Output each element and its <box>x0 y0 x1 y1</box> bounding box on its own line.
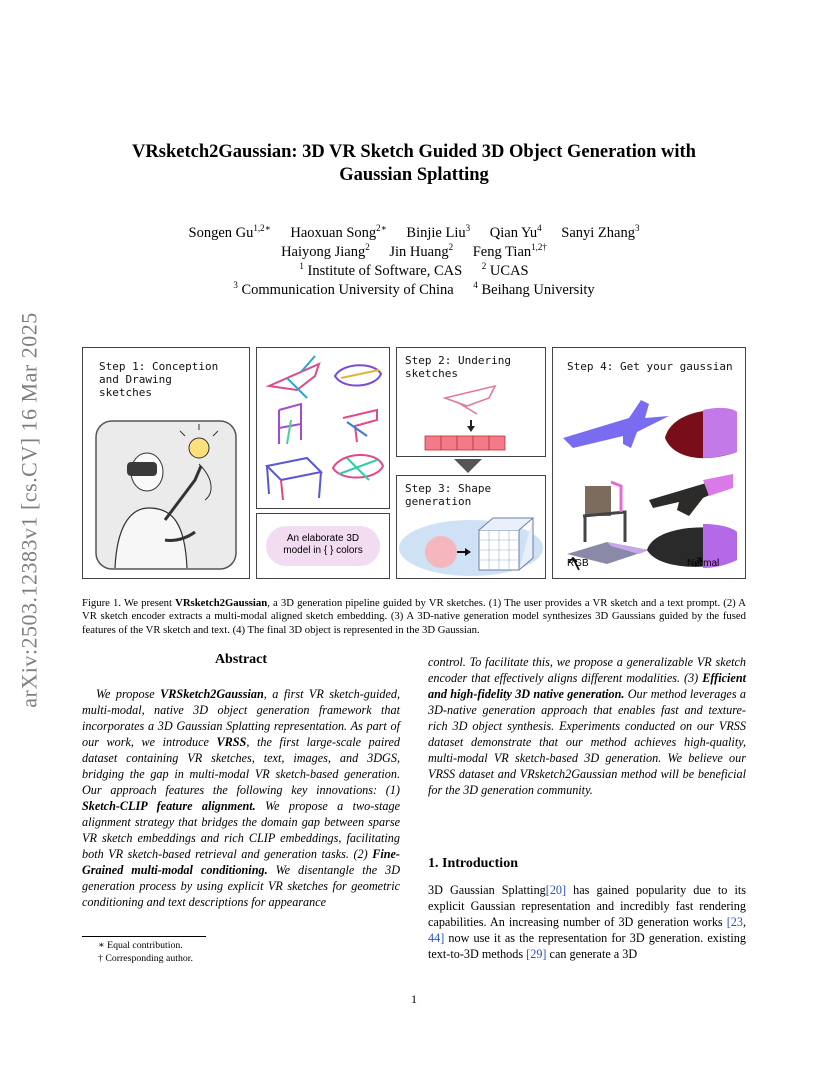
section-heading-introduction: 1. Introduction <box>428 856 518 871</box>
footnotes <box>82 940 400 965</box>
citation-link[interactable]: [20] <box>545 883 567 897</box>
sketch-encoder-diagram <box>397 384 545 456</box>
affiliation: $^1$ Institute of Software, CAS <box>299 261 463 279</box>
teaser-figure <box>82 343 746 583</box>
author: Feng Tian$^{1,2\dagger}$ <box>472 242 547 260</box>
affiliation: $^4$ Beihang University <box>473 280 595 298</box>
affiliations-row-2 <box>100 276 728 300</box>
vr-sketches-panel <box>256 347 390 509</box>
author: Qian Yu$^4$ <box>489 223 542 241</box>
author: Haiyong Jiang$^2$ <box>281 242 370 260</box>
vr-user-drawing-illustration <box>95 420 237 570</box>
step1-panel: Step 1: Conception and Drawing sketches <box>82 347 250 579</box>
citation-link[interactable]: 44] <box>428 931 445 945</box>
affiliation: $^3$ Communication University of China <box>233 280 454 298</box>
abstract-heading: Abstract <box>214 652 268 667</box>
paper-title: VRsketch2Gaussian: 3D VR Sketch Guided 3D Object Generation with Gaussian Splatting <box>132 142 696 185</box>
abstract-body: We propose VRSketch2Gaussian, a first VR sketch-guided, multi-modal, native 3D object generation framework that incorporates a 3D Gaussian Splatting representation. As part of our work, we introduce VRSS, the first large-scale paired dataset containing VR sketches, text, images, and 3DGS, bridging the gap in multi-modal VR sketch-based generation. Our approach features the following key innovations: (1) Sketch-CLIP feature alignment. We propose a two-stage alignment strategy that bridges the domain gap between sparse VR sketch embeddings and rich CLIP embeddings, facilitating both VR sketch-based retrieval and generation tasks. (2) Fine-Grained multi-modal conditioning. We disentangle the 3D generation process by using explicit VR sketches for geometric conditioning and text descriptions for appearance <box>82 687 400 909</box>
figure-caption: Figure 1. We present VRsketch2Gaussian, a 3D generation pipeline guided by VR sketches. (1) The user provides a VR sketch and a text prompt. (2) A VR sketch encoder extracts a multi-modal aligned sketch embedding. (3) A 3D-native generation model synthesizes 3D Gaussians guided by the fused features of the VR sketch and text. (4) The final 3D object is represented in the 3D Gaussian. <box>82 597 746 636</box>
author: Sanyi Zhang$^3$ <box>561 223 640 241</box>
abstract-body-continued: control. To facilitate this, we propose a generalizable VR sketch encoder that effectively aligns different modalities. (3) Efficient and high-fidelity 3D native generation. Our method leverages a 3D-native generation approach that enables fast and texture-rich 3D object synthesis. Experiments conducted on our VRSS dataset demonstrate that our method achieves high-quality, multi-modal VR sketch-based 3D generation. We believe our VRSS dataset and VRsketch2Gaussian method will be beneficial for the 3D generation community. <box>428 655 746 797</box>
author: Binjie Liu$^3$ <box>406 223 471 241</box>
rgb-label: RGB <box>567 558 589 569</box>
text-prompt-bubble: An elaborate 3D model in { } colors <box>266 526 380 566</box>
step3-panel: Step 3: Shape generation <box>396 475 546 579</box>
citation-link[interactable]: [23 <box>726 915 743 929</box>
introduction-body: 3D Gaussian Splatting[20] has gained popularity due to its explicit Gaussian representation and incredibly fast rendering capabilities. An increasing number of 3D generation works [23, 44] now use it as the representation for 3D generation. existing text-to-3D methods [29] can generate a 3D <box>428 883 747 961</box>
step2-panel: Step 2: Undering sketches <box>396 347 546 457</box>
arxiv-stamp: arXiv:2503.12383v1 [cs.CV] 16 Mar 2025 <box>17 312 42 708</box>
footnote-divider <box>82 936 206 937</box>
gaussian-results-renders <box>553 382 745 578</box>
step4-panel: Step 4: Get your gaussian RGB Normal <box>552 347 746 579</box>
down-arrow-icon <box>454 459 482 473</box>
vr-sketch-thumbnails <box>257 348 389 508</box>
author: Songen $Gu^{1,2∗}$ <box>188 223 271 241</box>
author: Jin Huang$^2$ <box>389 242 454 260</box>
page-number: 1 <box>411 992 417 1006</box>
normal-label: Normal <box>687 558 720 569</box>
author: Haoxuan Song$^{2∗}$ <box>290 223 387 241</box>
shape-generation-diagram <box>397 510 545 578</box>
affiliation: $^2$ UCAS <box>481 261 529 279</box>
citation-link[interactable]: [29] <box>526 947 547 961</box>
footnote: ∗ Equal contribution. <box>98 940 183 951</box>
footnote: † Corresponding author. <box>98 952 193 964</box>
text-prompt-panel <box>256 513 390 579</box>
